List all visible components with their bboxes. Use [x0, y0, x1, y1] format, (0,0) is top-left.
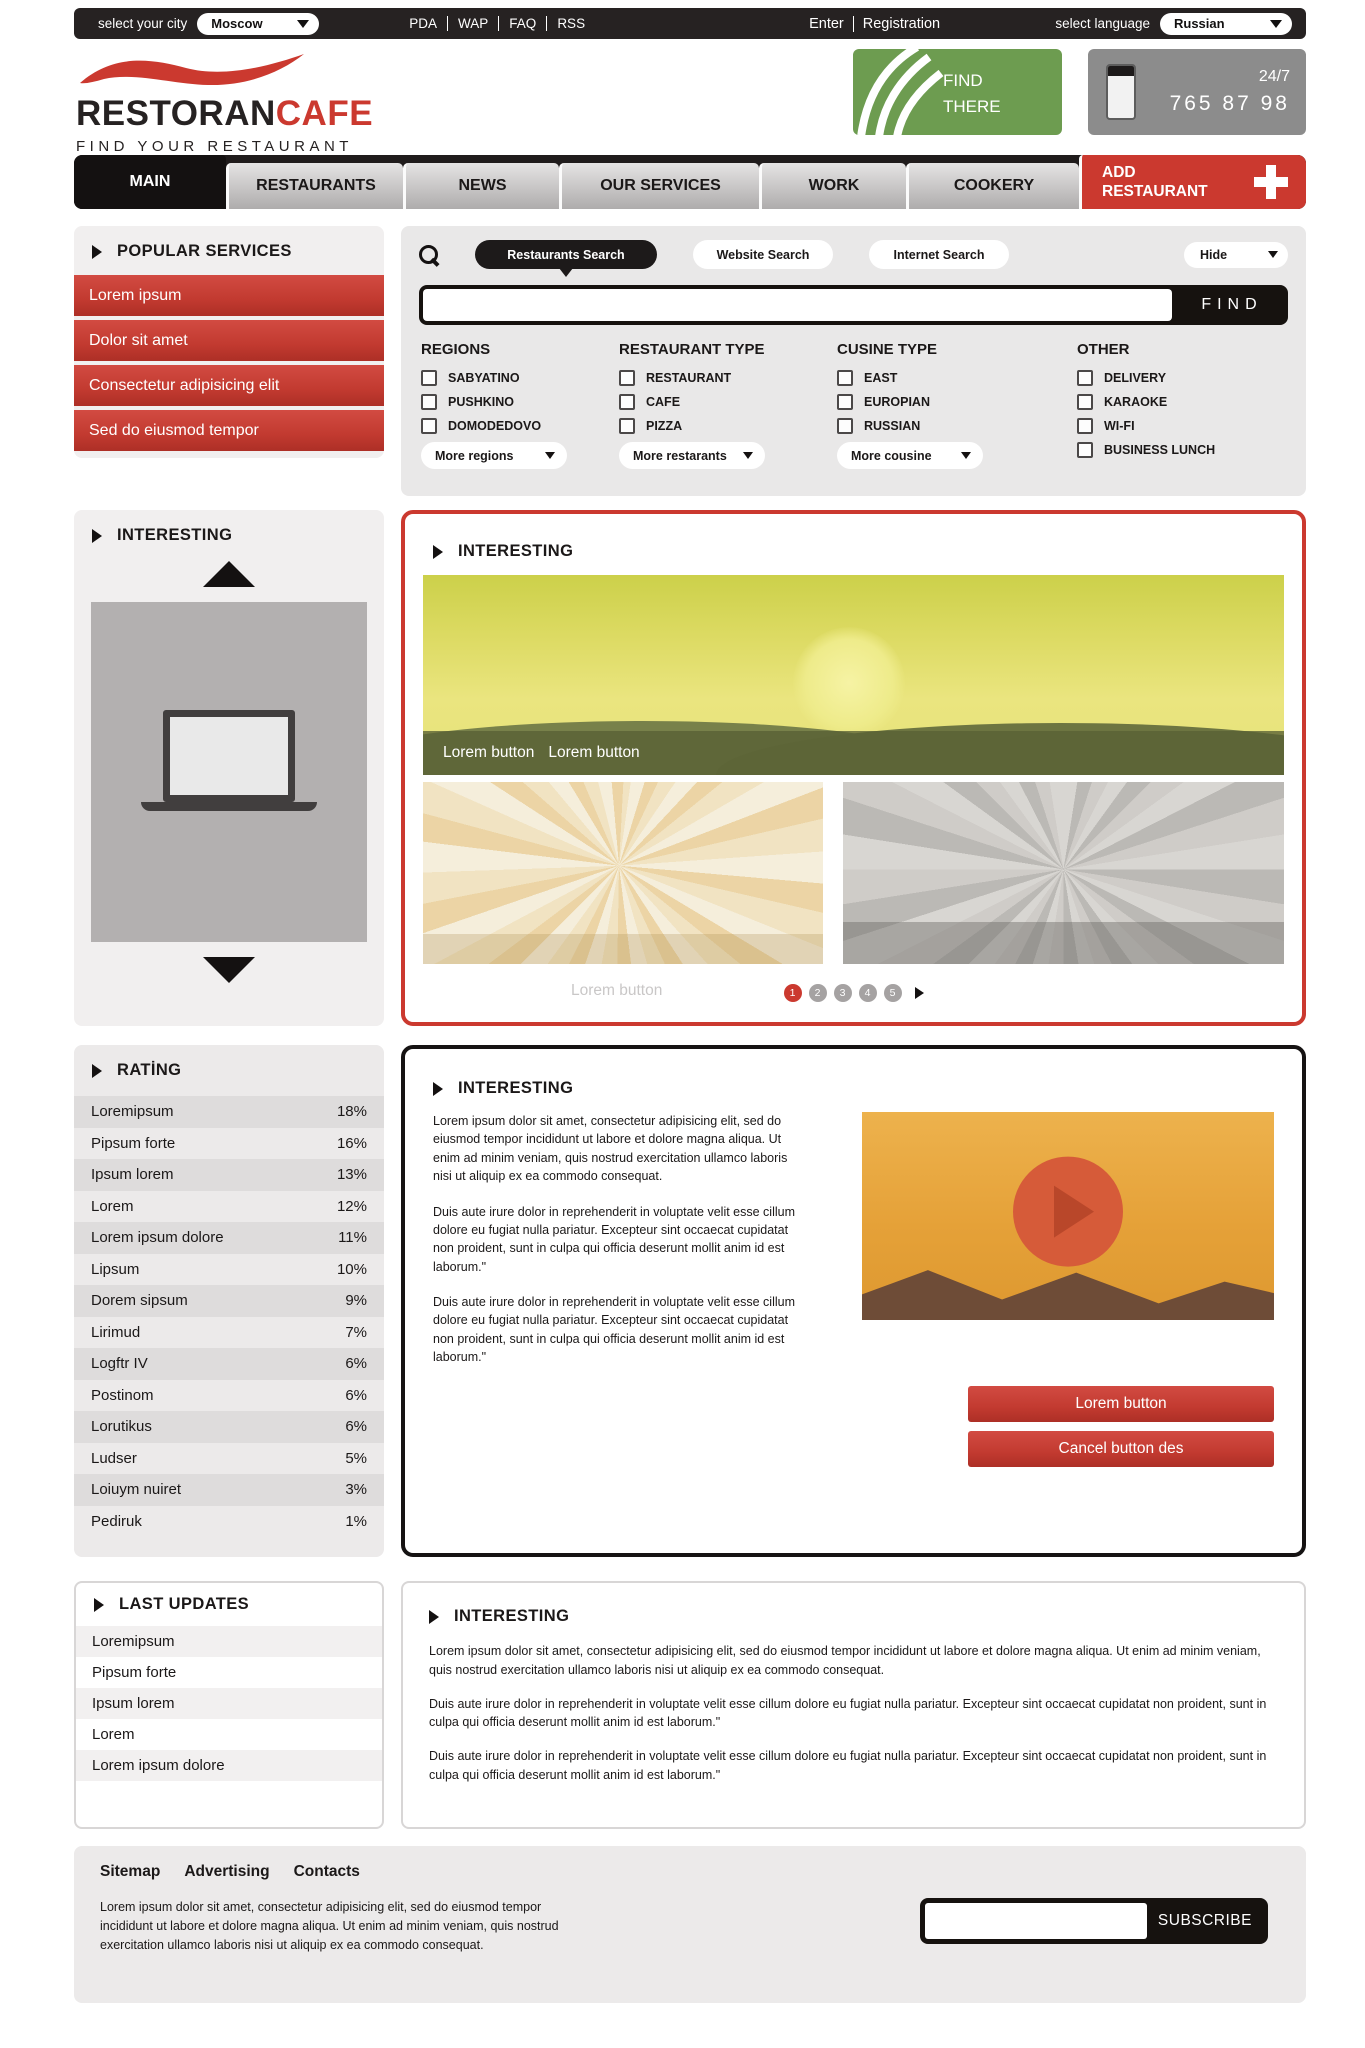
top-bar [74, 8, 1306, 39]
popular-service-item[interactable]: Lorem ipsum [74, 275, 384, 316]
popular-services-box [74, 226, 384, 458]
link-pda[interactable]: PDA [399, 16, 448, 31]
rating-row[interactable]: Lorutikus 6% [74, 1411, 384, 1443]
filter-group-title: OTHER [1077, 341, 1130, 358]
checkbox-cafe[interactable]: CAFE [619, 394, 837, 410]
search-tab-internet[interactable]: Internet Search [869, 240, 1009, 269]
checkbox-icon[interactable] [1077, 394, 1093, 410]
nav-tab-news[interactable]: NEWS [403, 163, 559, 209]
checkbox-icon[interactable] [1077, 370, 1093, 386]
carousel-thumbnail-1[interactable] [423, 782, 823, 964]
footer-link-sitemap[interactable]: Sitemap [100, 1863, 161, 1880]
filter-group-title: CUSINE TYPE [837, 341, 938, 358]
carousel-title: INTERESTING [458, 542, 574, 560]
checkbox-business-lunch[interactable]: BUSINESS LUNCH [1077, 442, 1288, 458]
registration-link[interactable]: Registration [862, 15, 941, 32]
interesting-video-panel [401, 1045, 1306, 1557]
checkbox-wifi[interactable]: WI-FI [1077, 418, 1288, 434]
search-panel [401, 226, 1306, 496]
rating-row[interactable]: Postinom 6% [91, 1386, 367, 1404]
popular-services-title: POPULAR SERVICES [117, 242, 292, 260]
laptop-image[interactable] [91, 602, 367, 942]
rating-value: 16% [336, 1134, 367, 1152]
add-restaurant-button[interactable]: ADD RESTAURANT [1079, 155, 1306, 209]
nav-tab-main[interactable]: MAIN [74, 155, 226, 209]
popular-service-item[interactable]: Consectetur adipisicing elit [74, 365, 384, 406]
update-item[interactable]: Lorem [92, 1726, 135, 1743]
select-language-label: select language [1055, 16, 1150, 31]
logo[interactable] [74, 49, 374, 155]
checkbox-icon[interactable] [1077, 442, 1093, 458]
footer-text: Lorem ipsum dolor sit amet, consectetur adipisicing elit, sed do eiusmod tempor incididunt ut labore et dolore magna aliqua. Ut enim ad minim veniam, quis nostrud exercitation ullamco laboris nisi ut aliquip ex ea commodo consequat. [100, 1900, 559, 1952]
checkbox-icon[interactable] [421, 418, 437, 434]
text-panel-title: INTERESTING [454, 1607, 570, 1625]
checkbox-restaurant[interactable]: RESTAURANT [619, 370, 837, 386]
checkbox-east[interactable]: EAST [837, 370, 1077, 386]
city-select[interactable] [197, 13, 319, 35]
play-icon [1054, 1186, 1094, 1238]
interesting-text-panel [401, 1581, 1306, 1829]
search-tab-restaurants[interactable]: Restaurants Search [475, 240, 657, 269]
more-regions-dropdown[interactable]: More regions [421, 442, 567, 469]
scroll-up-arrow[interactable] [203, 561, 255, 587]
play-button[interactable] [1013, 1157, 1123, 1267]
pagination-next-arrow[interactable] [915, 987, 924, 999]
link-wap[interactable]: WAP [448, 16, 499, 31]
checkbox-domodedovo[interactable]: DOMODEDOVO [421, 418, 619, 434]
rating-row[interactable]: Lorem ipsum dolore 11% [74, 1222, 384, 1254]
filter-group-title: RESTAURANT TYPE [619, 341, 765, 358]
header [74, 49, 1306, 155]
filter-group-restaurant-type [619, 341, 837, 469]
caret-icon [433, 1082, 443, 1096]
rating-value: 6% [345, 1355, 367, 1373]
link-faq[interactable]: FAQ [499, 16, 547, 31]
interesting-sidebar-title: INTERESTING [117, 526, 233, 544]
rating-row[interactable]: Pediruk 1% [91, 1512, 367, 1530]
chevron-down-icon [743, 452, 753, 459]
rating-value: 12% [336, 1197, 367, 1215]
filter-group-cusine-type [837, 341, 1077, 469]
rating-value: 6% [345, 1386, 367, 1404]
video-thumbnail[interactable] [862, 1112, 1274, 1320]
phone-hours: 24/7 [1258, 68, 1290, 85]
caret-icon [429, 1610, 439, 1624]
popular-service-item[interactable]: Dolor sit amet [74, 320, 384, 361]
checkbox-europian[interactable]: EUROPIAN [837, 394, 1077, 410]
rating-row[interactable]: Loiuym nuiret 3% [74, 1474, 384, 1506]
checkbox-icon[interactable] [619, 394, 635, 410]
find-button[interactable]: FIND [1201, 296, 1263, 313]
search-input[interactable] [423, 289, 1172, 321]
rating-value: 1% [345, 1512, 367, 1530]
filter-group-regions [421, 341, 619, 469]
video-panel-text: Lorem ipsum dolor sit amet, consectetur adipisicing elit, sed do eiusmod tempor incididunt ut labore et dolore magna aliqua. Ut enim ad minim veniam, quis nostrud exercitation ullamco laboris nisi ut aliquip ex ea commodo consequat. Duis aute irure dolor in reprehenderit in voluptate velit esse cillum dolore eu fugiat nulla pariatur. Excepteur sint occaecat cupidatat non proident, sunt in culpa qui officia deserunt mollit anim id est laborum." Duis aute irure dolor in reprehenderit in voluptate velit esse cillum dolore eu fugiat nulla pariatur. Excepteur sint occaecat cupidatat non proident, sunt in culpa qui officia deserunt mollit anim id est laborum." [433, 1114, 795, 1365]
last-updates-title: LAST UPDATES [119, 1595, 250, 1613]
rating-value: 5% [345, 1449, 367, 1467]
brand-title: RESTORANCAFE [76, 94, 374, 133]
footer [74, 1846, 1306, 2003]
carousel-hero-image[interactable] [423, 575, 1284, 775]
update-item[interactable]: Ipsum lorem [76, 1688, 382, 1719]
carousel-thumbnail-2[interactable] [843, 782, 1284, 964]
carousel-caption: Lorem button [571, 982, 663, 999]
more-restaurants-dropdown[interactable]: More restarants [619, 442, 765, 469]
brand-tagline: FIND YOUR RESTAURANT [76, 138, 353, 155]
interesting-carousel-panel [401, 510, 1306, 1026]
subscribe-input[interactable] [925, 1903, 1147, 1939]
video-panel-title: INTERESTING [458, 1079, 574, 1097]
update-item[interactable]: Loremipsum [76, 1626, 382, 1657]
find-there-button[interactable]: FIND THERE [853, 49, 1062, 135]
rating-value: 10% [336, 1260, 367, 1278]
checkbox-sabyatino[interactable]: SABYATINO [421, 370, 619, 386]
rating-value: 7% [345, 1323, 367, 1341]
checkbox-icon[interactable] [421, 370, 437, 386]
text-panel-body: Lorem ipsum dolor sit amet, consectetur adipisicing elit, sed do eiusmod tempor incididunt ut labore et dolore magna aliqua. Ut enim ad minim veniam, quis nostrud exercitation ullamco laboris nisi ut aliquip ex ea commodo consequat. Duis aute irure dolor in reprehenderit in voluptate velit esse cillum dolore eu fugiat nulla pariatur. Excepteur sint occaecat cupidatat non proident, sunt in culpa qui officia deserunt mollit anim id est laborum." Duis aute irure dolor in reprehenderit in voluptate velit esse cillum dolore eu fugiat nulla pariatur. Excepteur sint occaecat cupidatat non proident, sunt in culpa qui officia deserunt mollit anim id est laborum." [429, 1644, 1267, 1782]
rating-value: 11% [338, 1229, 367, 1247]
auth-links [800, 16, 949, 32]
pagination-page-4[interactable]: 4 [859, 984, 877, 1002]
top-links [399, 16, 595, 31]
enter-link[interactable]: Enter [800, 16, 854, 32]
checkbox-karaoke[interactable]: KARAOKE [1077, 394, 1288, 410]
rating-row[interactable]: Lipsum 10% [91, 1260, 367, 1278]
hero-button-2[interactable]: Lorem button [548, 744, 640, 761]
nav-tab-restaurants[interactable]: RESTAURANTS [226, 163, 403, 209]
nav-tab-cookery[interactable]: COOKERY [906, 163, 1079, 209]
link-rss[interactable]: RSS [557, 16, 586, 31]
rating-row[interactable]: Loremipsum 18% [74, 1096, 384, 1128]
language-value: Russian [1174, 16, 1225, 31]
chevron-down-icon [1270, 20, 1282, 28]
hide-dropdown[interactable]: Hide [1184, 242, 1288, 268]
hero-button-1[interactable]: Lorem button [443, 744, 535, 761]
checkbox-icon[interactable] [837, 370, 853, 386]
pagination-page-2[interactable]: 2 [809, 984, 827, 1002]
caret-icon [92, 529, 102, 543]
cancel-button[interactable]: Cancel button des [968, 1431, 1274, 1467]
hero-caption-band [423, 731, 1284, 775]
footer-link-advertising[interactable]: Advertising [184, 1863, 270, 1880]
rating-row[interactable]: Dorem sipsum 9% [74, 1285, 384, 1317]
checkbox-russian[interactable]: RUSSIAN [837, 418, 1077, 434]
search-bar [419, 285, 1288, 325]
rating-value: 13% [336, 1166, 367, 1184]
popular-service-item[interactable]: Sed do eiusmod tempor [74, 410, 384, 451]
phone-number: 765 87 98 [1169, 92, 1290, 115]
plus-icon [1254, 165, 1288, 199]
sun-graphic [793, 627, 905, 739]
logo-swoosh-icon [76, 49, 308, 89]
main-navigation [74, 155, 1306, 209]
phone-box [1088, 49, 1306, 135]
caret-icon [94, 1598, 104, 1612]
rating-value: 6% [345, 1418, 367, 1436]
checkbox-icon[interactable] [837, 418, 853, 434]
rating-row[interactable]: Ipsum lorem 13% [74, 1159, 384, 1191]
filter-group-title: REGIONS [421, 341, 491, 358]
nav-tab-our-services[interactable]: OUR SERVICES [559, 163, 759, 209]
leaf-curves-icon [853, 49, 945, 135]
rating-row[interactable]: Logftr IV 6% [74, 1348, 384, 1380]
checkbox-pizza[interactable]: PIZZA [619, 418, 837, 434]
select-city-label: select your city [98, 16, 188, 31]
pagination-page-5[interactable]: 5 [884, 984, 902, 1002]
phone-icon [1106, 64, 1136, 120]
nav-tab-work[interactable]: WORK [759, 163, 906, 209]
subscribe-box [920, 1898, 1268, 1944]
rating-value: 3% [345, 1481, 367, 1499]
update-item[interactable]: Pipsum forte [92, 1664, 177, 1681]
caret-icon [92, 1064, 102, 1078]
caret-icon [433, 545, 443, 559]
language-select[interactable] [1160, 13, 1292, 35]
chevron-down-icon [961, 452, 971, 459]
lorem-button[interactable]: Lorem button [968, 1386, 1274, 1422]
subscribe-button[interactable]: SUBSCRIBE [1157, 1912, 1252, 1929]
pagination-page-1[interactable]: 1 [784, 984, 802, 1002]
rating-title: RATİNG [117, 1061, 182, 1079]
rating-row[interactable]: Lirimud 7% [91, 1323, 367, 1341]
footer-link-contacts[interactable]: Contacts [293, 1863, 360, 1880]
city-value: Moscow [211, 16, 263, 31]
checkbox-icon[interactable] [1077, 418, 1093, 434]
last-updates-box [74, 1581, 384, 1829]
chevron-down-icon [545, 452, 555, 459]
caret-icon [92, 245, 102, 259]
checkbox-icon[interactable] [619, 418, 635, 434]
checkbox-icon[interactable] [837, 394, 853, 410]
scroll-down-arrow[interactable] [203, 957, 255, 983]
update-item[interactable]: Lorem ipsum dolore [76, 1750, 382, 1781]
search-tab-website[interactable]: Website Search [693, 240, 833, 269]
filter-group-other [1077, 341, 1288, 469]
checkbox-icon[interactable] [421, 394, 437, 410]
chevron-down-icon [297, 20, 309, 28]
checkbox-delivery[interactable]: DELIVERY [1077, 370, 1288, 386]
search-icon [419, 245, 439, 265]
rating-value: 9% [345, 1292, 367, 1310]
pagination-page-3[interactable]: 3 [834, 984, 852, 1002]
rating-row[interactable]: Lorem 12% [91, 1197, 367, 1215]
rating-row[interactable]: Ludser 5% [91, 1449, 367, 1467]
rating-row[interactable]: Pipsum forte 16% [91, 1134, 367, 1152]
rating-value: 18% [336, 1103, 367, 1121]
chevron-down-icon [1268, 251, 1278, 258]
checkbox-pushkino[interactable]: PUSHKINO [421, 394, 619, 410]
rating-box [74, 1045, 384, 1557]
checkbox-icon[interactable] [619, 370, 635, 386]
interesting-sidebar [74, 510, 384, 1026]
more-cousine-dropdown[interactable]: More cousine [837, 442, 983, 469]
laptop-icon [163, 710, 295, 802]
